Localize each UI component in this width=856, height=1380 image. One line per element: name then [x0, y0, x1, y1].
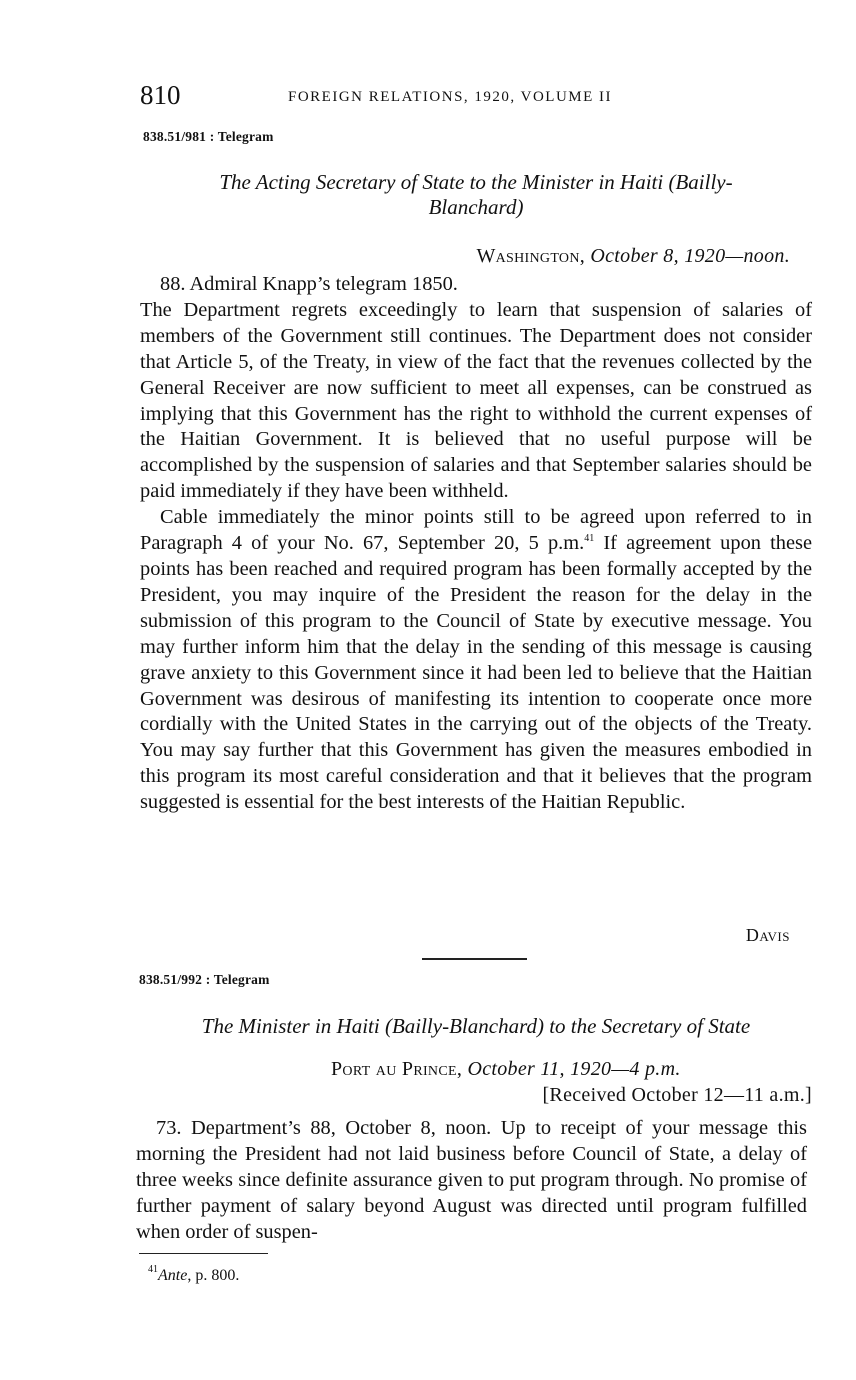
footnote-rule — [139, 1253, 268, 1254]
doc1-date: October 8, 1920—noon. — [590, 245, 790, 267]
doc2-file-reference: 838.51/992 : Telegram — [139, 972, 270, 987]
doc1-signature: Davis — [745, 925, 790, 945]
doc1-title-line2: Blanchard) — [428, 195, 524, 219]
doc2-paragraph-1: 73. Department’s 88, October 8, noon. Up to receipt of your message this morning the President had not laid business before Council of State, a delay of three weeks since definite assurance given to put program through. No promise of further payment of salary beyond August was directed until program fulfilled when order of suspen- — [136, 1117, 807, 1243]
footnote-marker: 41 — [148, 1264, 158, 1275]
doc1-paragraph-2a: Cable immediately the minor points still to be agreed upon referred to in Paragraph 4 of your No. 67, September 20, 5 p.m. — [140, 506, 812, 555]
doc1-place: Washington, — [476, 245, 586, 267]
doc1-title-line1: The Acting Secretary of State to the Minister in Haiti (Bailly- — [219, 170, 733, 194]
doc1-paragraph-1: The Department regrets exceedingly to learn that suspension of salaries of members of the Government still continues. The Department does not consider that Article 5, of the Treaty, in view of the fact that the revenues collected by the General Receiver are now sufficient to meet all expenses, can be construed as implying that this Government has the right to withhold the current expenses of the Haitian Government. It is believed that no useful purpose will be accomplished by the suspension of salaries and that September salaries should be paid immediately if they have been withheld. — [140, 298, 812, 503]
doc1-body — [140, 272, 812, 816]
doc2-dateline — [331, 1058, 681, 1081]
page-number: 810 — [140, 80, 181, 110]
doc1-paragraph-2b: If agreement upon these points has been reached and required program has been formally accepted by the President, you may inquire of the President the reason for the delay in the submission of this program to the Council of State by executive message. You may further inform him that the delay in the sending of this message is causing grave anxiety to this Government since it had been led to believe that the Haitian Government was desirous of manifesting its intention to cooperate once more cordially with the United States in the carrying out of the objects of the Treaty. You may say further that this Government has given the measures embodied in this program its most careful consideration and that it believes that the program suggested is essential for the best interests of the Haitian Republic. — [140, 532, 813, 814]
doc1-paragraph-2 — [140, 505, 812, 816]
doc1-dateline — [476, 245, 790, 268]
footnote-ref: Ante — [158, 1267, 188, 1284]
doc2-body — [136, 1116, 807, 1246]
doc2-place: Port au Prince, — [331, 1058, 463, 1080]
footnote-text: , p. 800. — [187, 1267, 240, 1284]
section-divider — [422, 958, 527, 960]
running-title: FOREIGN RELATIONS, 1920, VOLUME II — [288, 89, 613, 105]
doc2-date: October 11, 1920—4 p.m. — [467, 1058, 681, 1080]
footnote-41 — [148, 1264, 240, 1285]
doc1-opening: 88. Admiral Knapp’s telegram 1850. — [160, 273, 458, 295]
footnote-ref-41: 41 — [584, 533, 595, 545]
doc1-file-reference: 838.51/981 : Telegram — [143, 129, 274, 144]
doc2-received: [Received October 12—11 a.m.] — [542, 1084, 812, 1106]
doc2-title: The Minister in Haiti (Bailly-Blanchard) to the Secretary of State — [201, 1014, 751, 1038]
